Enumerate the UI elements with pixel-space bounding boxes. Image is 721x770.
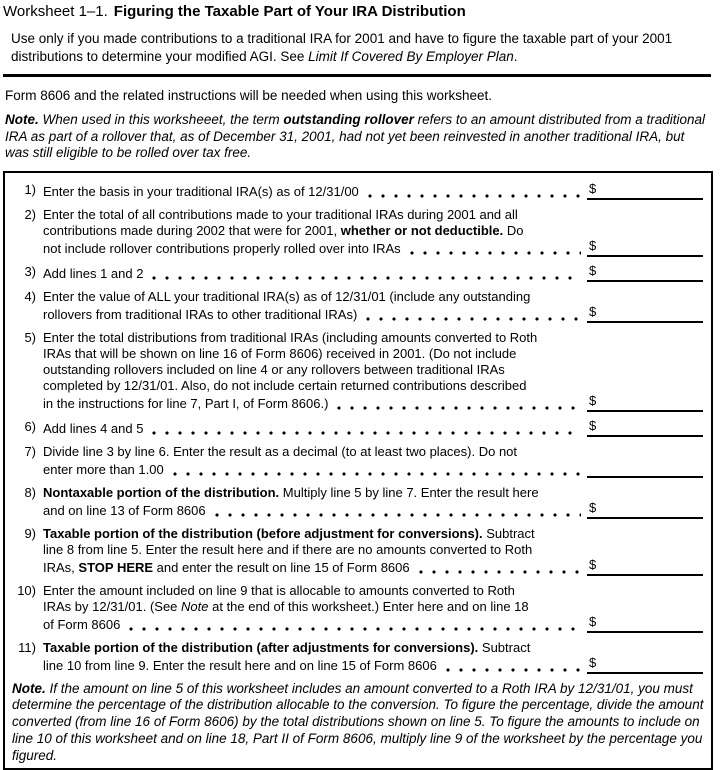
dot-leader (446, 668, 581, 672)
text-line (43, 542, 703, 558)
dollar-sign: $ (589, 304, 596, 319)
text-line (43, 444, 703, 460)
dot-leader (173, 472, 581, 476)
text-segment: Enter the amount included on line 9 that is allocable to amounts converted to Roth (43, 583, 515, 598)
text-segment: line 10 from line 9. Enter the result here and on line 15 of Form 8606 (43, 658, 437, 673)
text-line (43, 558, 703, 576)
text-line-content (43, 396, 328, 412)
line-text (43, 207, 703, 257)
text-segment: Nontaxable portion of the distribution. (43, 485, 279, 500)
text-segment: Enter the value of ALL your traditional IRA(s) as of 12/31/01 (include any outstanding (43, 289, 530, 304)
text-line (43, 394, 703, 412)
line-number: 8) (5, 485, 43, 519)
text-segment: Note (181, 599, 208, 614)
amount-entry-line-4[interactable] (587, 305, 703, 323)
text-segment: IRAs that will be shown on line 16 of Form 8606) received in 2001. (Do not include (43, 346, 516, 361)
amount-entry-line-7[interactable] (587, 460, 703, 478)
text-segment: STOP HERE (78, 560, 153, 575)
worksheet-line-11 (5, 640, 703, 674)
text-line-content (43, 503, 206, 519)
text-line-content (43, 307, 357, 323)
line-number: 3) (5, 264, 43, 282)
dollar-sign: $ (589, 500, 596, 515)
text-line (43, 460, 703, 478)
text-line (43, 330, 703, 346)
text-segment: enter more than 1.00 (43, 462, 164, 477)
dot-leader (337, 406, 581, 410)
text-segment: Note. (12, 681, 46, 696)
dot-leader (215, 513, 581, 517)
line-number: 10) (5, 583, 43, 633)
dollar-sign: $ (589, 614, 596, 629)
text-segment: Note. (5, 112, 39, 127)
dollar-sign: $ (589, 238, 596, 253)
line-number: 1) (5, 182, 43, 200)
text-line (43, 419, 703, 437)
text-segment: IRAs by 12/31/01. (See (43, 599, 181, 614)
worksheet-line-6 (5, 419, 703, 437)
text-line-content (43, 462, 164, 478)
line-text (43, 444, 703, 478)
text-line-content (43, 617, 120, 633)
worksheet-line-7 (5, 444, 703, 478)
dollar-sign: $ (589, 263, 596, 278)
line-text (43, 583, 703, 633)
text-line-content (43, 560, 410, 576)
text-segment: If the amount on line 5 of this worksheet includes an amount converted to a Roth IRA by 12/31/01, you must determine the percentage of the distribution allocable to the conversion. To figure the percentage, divide the amount converted (from line 16 of Form 8606) by the total distributions shown on line 5. To figure the amounts to include on line 10 of this worksheet and on line 18, Part II of Form 8606, multiply line 9 of the worksheet by the percentage you figured. (12, 681, 703, 763)
worksheet-line-9 (5, 526, 703, 576)
text-segment: Multiply line 5 by line 7. Enter the result here (279, 485, 538, 500)
worksheet-line-10 (5, 583, 703, 633)
text-segment: Taxable portion of the distribution (before adjustment for conversions). (43, 526, 483, 541)
text-line (43, 583, 703, 599)
line-text (43, 289, 703, 323)
text-line (43, 615, 703, 633)
text-segment: and on line 13 of Form 8606 (43, 503, 206, 518)
text-segment: Add lines 4 and 5 (43, 421, 143, 436)
text-line (43, 656, 703, 674)
text-segment: in the instructions for line 7, Part I, of Form 8606.) (43, 396, 328, 411)
amount-entry-line-2[interactable] (587, 239, 703, 257)
dot-leader (366, 317, 581, 321)
text-line (43, 264, 703, 282)
amount-entry-line-3[interactable] (587, 264, 703, 282)
text-segment: line 8 from line 5. Enter the result here and if there are no amounts converted to Roth (43, 542, 532, 557)
text-segment: and enter the result on line 15 of Form 8606 (153, 560, 410, 575)
text-line (43, 182, 703, 200)
line-text (43, 182, 703, 200)
text-line (43, 378, 703, 394)
amount-entry-line-5[interactable] (587, 394, 703, 412)
amount-entry-line-1[interactable] (587, 182, 703, 200)
text-segment: Add lines 1 and 2 (43, 266, 143, 281)
worksheet-line-5 (5, 330, 703, 412)
dot-leader (152, 431, 581, 435)
text-segment: whether or not deductible. (341, 223, 504, 238)
text-segment: Use only if you made contributions to a traditional IRA for 2001 and have to figure the taxable part of your 2001 distributions to determine your modified AGI. See (11, 31, 672, 64)
worksheet-line-4 (5, 289, 703, 323)
line-number: 7) (5, 444, 43, 478)
text-line (43, 346, 703, 362)
text-line (43, 501, 703, 519)
text-segment: Limit If Covered By Employer Plan (308, 49, 514, 64)
line-text (43, 419, 703, 437)
amount-entry-line-11[interactable] (587, 656, 703, 674)
text-line (43, 305, 703, 323)
outstanding-rollover-note (5, 112, 709, 162)
form-8606-note: Form 8606 and the related instructions will be needed when using this worksheet. (5, 87, 709, 104)
text-segment: Taxable portion of the distribution (after adjustments for conversions). (43, 640, 478, 655)
dollar-sign: $ (589, 393, 596, 408)
text-line-content (43, 266, 143, 282)
dollar-sign: $ (589, 655, 596, 670)
text-segment: rollovers from traditional IRAs to other traditional IRAs) (43, 307, 357, 322)
text-segment: IRAs, (43, 560, 78, 575)
line-text (43, 330, 703, 412)
dot-leader (129, 627, 581, 631)
line-number: 2) (5, 207, 43, 257)
text-segment: Subtract (478, 640, 530, 655)
amount-entry-line-8[interactable] (587, 501, 703, 519)
text-line (43, 526, 703, 542)
worksheet-line-2 (5, 207, 703, 257)
line-number: 6) (5, 419, 43, 437)
text-segment: Enter the basis in your traditional IRA(s) as of 12/31/00 (43, 184, 359, 199)
text-line-content (43, 241, 401, 257)
text-segment: outstanding rollovers included on line 4 or any rollovers between traditional IRAs (43, 362, 505, 377)
text-line (43, 239, 703, 257)
text-segment: contributions made during 2002 that were for 2001, (43, 223, 341, 238)
amount-entry-line-10[interactable] (587, 615, 703, 633)
line-text (43, 640, 703, 674)
line-text (43, 526, 703, 576)
text-line (43, 362, 703, 378)
text-segment: When used in this worksheeet, the term (39, 112, 284, 127)
text-line (43, 207, 703, 223)
text-segment: completed by 12/31/01. Also, do not include certain returned contributions described (43, 378, 526, 393)
text-segment: outstanding rollover (283, 112, 414, 127)
line-text (43, 485, 703, 519)
dollar-sign: $ (589, 418, 596, 433)
dot-leader (410, 251, 581, 255)
amount-entry-line-9[interactable] (587, 558, 703, 576)
dollar-sign: $ (589, 557, 596, 572)
worksheet-line-3 (5, 264, 703, 282)
usage-instructions (11, 30, 703, 66)
text-line (43, 599, 703, 615)
line-number: 4) (5, 289, 43, 323)
worksheet-box (3, 171, 713, 770)
text-line (43, 640, 703, 656)
text-segment: Enter the total distributions from traditional IRAs (including amounts converted to Roth (43, 330, 537, 345)
text-segment: Enter the total of all contributions made to your traditional IRAs during 2001 and all (43, 207, 518, 222)
line-number: 5) (5, 330, 43, 412)
dot-leader (368, 194, 581, 198)
text-segment: refers to an amount distributed from a traditional IRA as part of a rollover that, as of December 31, 2001, had not yet been reinvested in another traditional IRA, but was still eligible to be rolled over tax free. (5, 112, 705, 160)
dot-leader (419, 570, 581, 574)
conversion-percentage-note (12, 681, 706, 765)
amount-entry-line-6[interactable] (587, 419, 703, 437)
text-line (43, 289, 703, 305)
text-segment: of Form 8606 (43, 617, 120, 632)
text-line (43, 485, 703, 501)
worksheet-number-label: Worksheet 1–1. (3, 3, 108, 20)
dot-leader (152, 276, 581, 280)
text-line-content (43, 421, 143, 437)
text-segment: Divide line 3 by line 6. Enter the result as a decimal (to at least two places). Do not (43, 444, 517, 459)
worksheet-title-text: Figuring the Taxable Part of Your IRA Distribution (114, 3, 466, 20)
worksheet-line-1 (5, 182, 703, 200)
line-number: 9) (5, 526, 43, 576)
text-line-content (43, 184, 359, 200)
horizontal-divider (3, 74, 711, 77)
worksheet-line-8 (5, 485, 703, 519)
text-segment: Subtract (483, 526, 535, 541)
dollar-sign: $ (589, 181, 596, 196)
text-line (43, 223, 703, 239)
line-number: 11) (5, 640, 43, 674)
text-segment: . (514, 49, 518, 64)
text-segment: at the end of this worksheet.) Enter here and on line 18 (209, 599, 529, 614)
page-title (3, 2, 713, 21)
text-line-content (43, 658, 437, 674)
line-text (43, 264, 703, 282)
text-segment: Do (503, 223, 523, 238)
text-segment: not include rollover contributions properly rolled over into IRAs (43, 241, 401, 256)
worksheet-lines (5, 182, 703, 674)
